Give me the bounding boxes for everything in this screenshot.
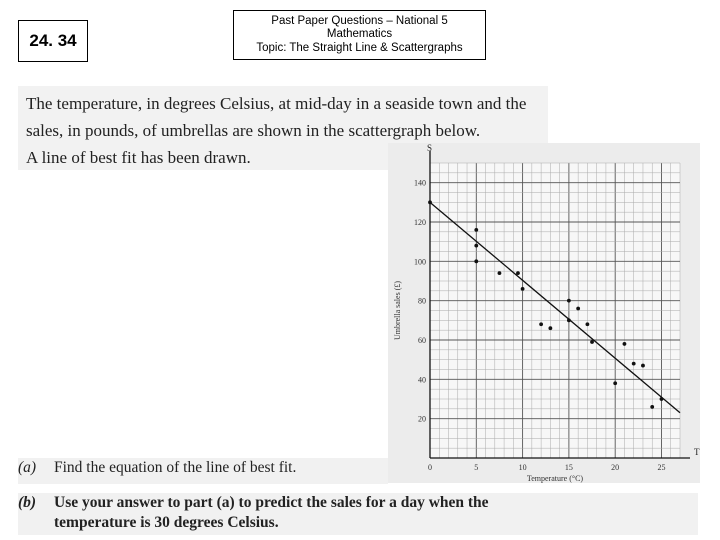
data-point bbox=[586, 322, 590, 326]
data-point bbox=[613, 381, 617, 385]
scattergraph bbox=[388, 143, 700, 483]
x-axis-letter: T bbox=[694, 447, 700, 457]
data-point bbox=[474, 228, 478, 232]
part-b-text-1: Use your answer to part (a) to predict the sales for a day when the bbox=[54, 494, 489, 511]
data-point bbox=[539, 322, 543, 326]
intro-line-3: A line of best fit has been drawn. bbox=[26, 148, 251, 167]
y-tick-label: 120 bbox=[414, 218, 426, 227]
y-tick-label: 100 bbox=[414, 257, 426, 267]
header-line-2: Mathematics bbox=[326, 28, 393, 41]
y-tick-label: 140 bbox=[414, 178, 426, 188]
part-a bbox=[18, 458, 388, 484]
part-b bbox=[18, 493, 698, 535]
x-axis-title: Temperature (°C) bbox=[526, 474, 584, 483]
data-point bbox=[590, 340, 594, 344]
data-point bbox=[660, 397, 664, 401]
y-tick-label: 80 bbox=[418, 296, 426, 306]
part-a-text: Find the equation of the line of best fit. bbox=[54, 459, 297, 476]
x-tick-label: 5 bbox=[474, 463, 479, 472]
data-point bbox=[641, 364, 645, 368]
paper-header bbox=[233, 10, 486, 60]
y-axis-title: Umbrella sales (£) bbox=[393, 280, 402, 341]
x-tick-label: 0 bbox=[428, 463, 432, 472]
header-line-3: Topic: The Straight Line & Scattergraphs bbox=[256, 41, 463, 54]
data-point bbox=[428, 200, 432, 204]
data-point bbox=[521, 287, 525, 291]
x-tick-label: 15 bbox=[564, 463, 573, 472]
intro-line-1: The temperature, in degrees Celsius, at mid-day in a seaside town and the bbox=[26, 94, 527, 113]
data-point bbox=[474, 244, 478, 248]
x-tick-label: 20 bbox=[611, 463, 620, 472]
scattergraph-svg bbox=[388, 143, 700, 483]
intro-line-2: sales, in pounds, of umbrellas are shown in the scattergraph below. bbox=[26, 121, 481, 140]
x-tick-label: 25 bbox=[657, 463, 666, 472]
question-number-box bbox=[18, 20, 88, 62]
data-point bbox=[498, 271, 502, 275]
data-point bbox=[567, 299, 571, 303]
y-tick-label: 20 bbox=[418, 414, 426, 424]
data-point bbox=[474, 259, 478, 263]
header-line-1: Past Paper Questions – National 5 bbox=[271, 14, 448, 27]
part-b-label: (b) bbox=[18, 494, 37, 511]
data-point bbox=[516, 271, 520, 275]
y-tick-label: 60 bbox=[418, 336, 426, 345]
data-point bbox=[623, 342, 627, 346]
data-point bbox=[567, 318, 571, 322]
part-b-text-2: temperature is 30 degrees Celsius. bbox=[54, 514, 279, 531]
question-number: 24. 34 bbox=[29, 31, 77, 50]
y-tick-label: 40 bbox=[418, 375, 426, 385]
data-point bbox=[632, 362, 636, 366]
data-point bbox=[548, 326, 552, 330]
y-axis-letter: S bbox=[427, 143, 433, 153]
data-point bbox=[576, 307, 580, 311]
x-tick-label: 10 bbox=[518, 463, 527, 472]
part-a-label: (a) bbox=[18, 459, 37, 476]
data-point bbox=[650, 405, 654, 409]
